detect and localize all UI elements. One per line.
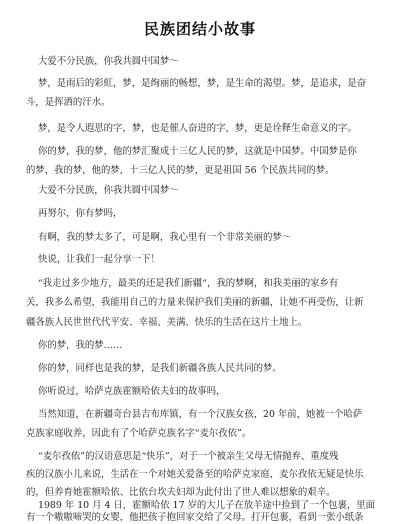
paragraph-line: 当然知道，在新疆奇台县吉布库镇，有一个汉族女孩，20 年前，她被一个哈萨 [38,409,363,420]
paragraph-line: 疾的汉族小儿来说，生活在一个对她关爱备至的哈萨克家庭，麦尔孜依无疑是快乐 [26,469,364,480]
document-title: 民族团结小故事 [143,20,256,38]
paragraph-line: 斗，是挥洒的汗水。 [26,97,111,108]
paragraph-line: “麦尔孜依”的汉语意思是“快乐”，对于一个被亲生父母无情抛弃、重度残 [38,451,339,462]
paragraph-line: 大爱不分民族，你我共圆中国梦～ [38,56,179,67]
paragraph-line: 有一个嗷嗷啼哭的女婴，他把孩子抱回家交给了父母。打开包裹，看到一张小纸条 [26,512,364,523]
paragraph-line: 的梦，我的梦，他的梦，十三亿人民的梦，更是祖国 56 个民族共同的梦。 [26,165,335,176]
paragraph-line: 1989 年 10 月 4 日，霍额哈依 17 岁的大儿子在放羊途中捡到了一个包裹，里面 [38,500,376,511]
paragraph-line: 梦，是雨后的彩虹，梦，是绚丽的畅想，梦，是生命的渴望。梦，是追求，是奋 [38,78,367,89]
paragraph-line: 你的梦，同样也是我的梦，是我们新疆各族人民共同的梦。 [38,363,282,374]
paragraph-line: 大爱不分民族，你我共圆中国梦～ [38,185,179,196]
paragraph-line: 你听说过，哈萨克族霍额哈依夫妇的故事吗， [38,386,226,397]
paragraph-line: 疆各族人民世世代代平安、幸福、美满、快乐的生活在这片土地上。 [26,317,308,328]
paragraph-line: 快说，让我们一起分享一下！ [38,254,160,265]
paragraph-line: 有啊，我的梦太多了，可是啊，我心里有一个非常美丽的梦～ [38,232,292,243]
paragraph-line: “我走过多少地方，最美的还是我们新疆“，我的梦啊，和我美丽的家乡有 [38,278,339,289]
paragraph-line: 关，我多么希望，我能用自己的力量来保护我们美丽的新疆，让她不再受伤，让新 [26,297,364,308]
paragraph-line: 的，但养育她霍额哈依、比依台坎夫妇却为此付出了世人难以想象的艰辛。 [26,487,336,498]
paragraph-line: 你的梦，我的梦，他的梦汇聚成十三亿人民的梦，这就是中国梦。中国梦是你 [38,146,357,157]
paragraph-line: 梦，是令人遐思的字，梦，也是催人奋进的字，梦，更是诠释生命意义的字。 [38,123,357,134]
paragraph-line: 你的梦，我的梦…… [38,340,123,351]
paragraph-line: 再努尔，你有梦吗， [38,208,123,219]
paragraph-line: 克族家庭收养，因此有了个哈萨克族名字“麦尔孜依”。 [26,428,252,439]
